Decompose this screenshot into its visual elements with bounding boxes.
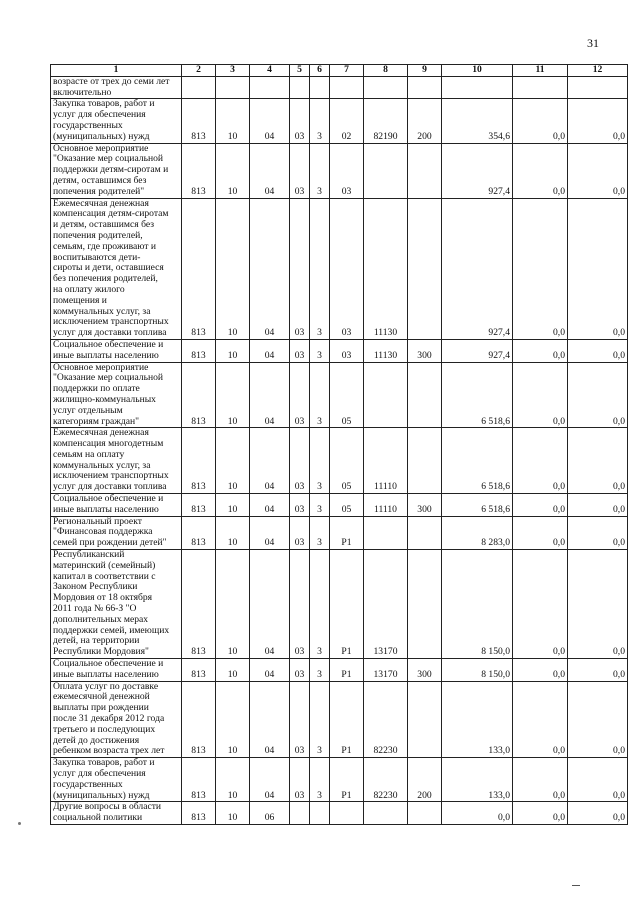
cell-col-6: 3	[310, 494, 330, 517]
row-description: Социальное обеспечение и иные выплаты населению	[51, 339, 182, 362]
cell-col-3	[216, 76, 250, 99]
cell-col-11: 0,0	[513, 758, 568, 802]
cell-col-6	[310, 802, 330, 825]
cell-col-2: 813	[182, 659, 216, 682]
cell-col-2: 813	[182, 681, 216, 758]
cell-col-4: 04	[250, 516, 290, 549]
table-row	[51, 681, 628, 758]
table-row	[51, 758, 628, 802]
cell-col-4: 04	[250, 99, 290, 143]
footer-mark	[572, 885, 580, 886]
cell-col-3: 10	[216, 681, 250, 758]
cell-col-11: 0,0	[513, 516, 568, 549]
cell-col-10: 8 150,0	[442, 550, 513, 659]
cell-col-2: 813	[182, 758, 216, 802]
cell-col-5: 03	[290, 659, 310, 682]
column-header: 9	[408, 65, 442, 77]
cell-col-7	[330, 76, 364, 99]
budget-table	[50, 64, 628, 825]
cell-col-2	[182, 76, 216, 99]
cell-col-10: 133,0	[442, 758, 513, 802]
cell-col-8	[364, 143, 408, 198]
cell-col-3: 10	[216, 802, 250, 825]
cell-col-2: 813	[182, 339, 216, 362]
cell-col-12: 0,0	[568, 802, 628, 825]
cell-col-3: 10	[216, 198, 250, 339]
cell-col-9	[408, 198, 442, 339]
cell-col-7	[330, 802, 364, 825]
cell-col-5	[290, 802, 310, 825]
cell-col-8: 11130	[364, 198, 408, 339]
cell-col-7: 03	[330, 198, 364, 339]
cell-col-8	[364, 516, 408, 549]
cell-col-9: 300	[408, 339, 442, 362]
table-row	[51, 550, 628, 659]
cell-col-6: 3	[310, 428, 330, 494]
cell-col-6: 3	[310, 362, 330, 428]
row-description: Региональный проект "Финансовая поддержка семей при рождении детей"	[51, 516, 182, 549]
cell-col-3: 10	[216, 659, 250, 682]
cell-col-7: 05	[330, 428, 364, 494]
cell-col-2: 813	[182, 516, 216, 549]
cell-col-7: P1	[330, 681, 364, 758]
cell-col-9: 200	[408, 99, 442, 143]
cell-col-11: 0,0	[513, 681, 568, 758]
cell-col-6	[310, 76, 330, 99]
cell-col-2: 813	[182, 143, 216, 198]
cell-col-12: 0,0	[568, 550, 628, 659]
row-description: Социальное обеспечение и иные выплаты населению	[51, 659, 182, 682]
cell-col-12: 0,0	[568, 99, 628, 143]
cell-col-4: 04	[250, 550, 290, 659]
cell-col-6: 3	[310, 550, 330, 659]
cell-col-6: 3	[310, 143, 330, 198]
cell-col-2: 813	[182, 494, 216, 517]
cell-col-7: 05	[330, 494, 364, 517]
cell-col-10	[442, 76, 513, 99]
cell-col-7: P1	[330, 550, 364, 659]
column-header: 5	[290, 65, 310, 77]
cell-col-5: 03	[290, 428, 310, 494]
cell-col-12: 0,0	[568, 198, 628, 339]
cell-col-4: 04	[250, 428, 290, 494]
cell-col-11: 0,0	[513, 802, 568, 825]
cell-col-9: 200	[408, 758, 442, 802]
cell-col-7: 03	[330, 339, 364, 362]
cell-col-12: 0,0	[568, 516, 628, 549]
cell-col-2: 813	[182, 362, 216, 428]
cell-col-6: 3	[310, 659, 330, 682]
cell-col-9	[408, 362, 442, 428]
table-row	[51, 516, 628, 549]
cell-col-3: 10	[216, 99, 250, 143]
cell-col-6: 3	[310, 681, 330, 758]
column-header: 7	[330, 65, 364, 77]
page-number: 31	[587, 36, 599, 50]
column-header: 3	[216, 65, 250, 77]
column-header: 6	[310, 65, 330, 77]
cell-col-8: 13170	[364, 550, 408, 659]
row-description: возрасте от трех до семи лет включительно	[51, 76, 182, 99]
row-description: Ежемесячная денежная компенсация многодетным семьям на оплату коммунальных услуг, за исключением транспортных услуг для доставки топлива	[51, 428, 182, 494]
table-row	[51, 143, 628, 198]
cell-col-12: 0,0	[568, 362, 628, 428]
cell-col-11	[513, 76, 568, 99]
cell-col-10: 133,0	[442, 681, 513, 758]
column-header: 1	[51, 65, 182, 77]
table-row	[51, 802, 628, 825]
column-header: 10	[442, 65, 513, 77]
cell-col-11: 0,0	[513, 99, 568, 143]
cell-col-12	[568, 76, 628, 99]
cell-col-11: 0,0	[513, 362, 568, 428]
cell-col-9	[408, 550, 442, 659]
cell-col-8: 11130	[364, 339, 408, 362]
cell-col-11: 0,0	[513, 428, 568, 494]
cell-col-6: 3	[310, 99, 330, 143]
cell-col-7: P1	[330, 516, 364, 549]
cell-col-7: 03	[330, 143, 364, 198]
cell-col-9	[408, 516, 442, 549]
cell-col-2: 813	[182, 428, 216, 494]
cell-col-10: 8 283,0	[442, 516, 513, 549]
cell-col-3: 10	[216, 550, 250, 659]
cell-col-8: 11110	[364, 428, 408, 494]
column-header: 12	[568, 65, 628, 77]
cell-col-10: 927,4	[442, 143, 513, 198]
cell-col-8	[364, 362, 408, 428]
cell-col-3: 10	[216, 516, 250, 549]
cell-col-9	[408, 428, 442, 494]
cell-col-7: P1	[330, 758, 364, 802]
cell-col-11: 0,0	[513, 198, 568, 339]
cell-col-6: 3	[310, 339, 330, 362]
cell-col-10: 0,0	[442, 802, 513, 825]
cell-col-4: 04	[250, 659, 290, 682]
cell-col-4: 04	[250, 143, 290, 198]
table-row	[51, 198, 628, 339]
cell-col-3: 10	[216, 362, 250, 428]
cell-col-5: 03	[290, 494, 310, 517]
table-row	[51, 428, 628, 494]
cell-col-8: 11110	[364, 494, 408, 517]
cell-col-12: 0,0	[568, 659, 628, 682]
margin-dot	[18, 822, 21, 825]
cell-col-7: 05	[330, 362, 364, 428]
cell-col-12: 0,0	[568, 681, 628, 758]
cell-col-8	[364, 802, 408, 825]
table-row	[51, 76, 628, 99]
cell-col-8	[364, 76, 408, 99]
cell-col-12: 0,0	[568, 339, 628, 362]
cell-col-5: 03	[290, 362, 310, 428]
cell-col-11: 0,0	[513, 339, 568, 362]
table-row	[51, 99, 628, 143]
cell-col-10: 927,4	[442, 339, 513, 362]
cell-col-10: 6 518,6	[442, 494, 513, 517]
row-description: Другие вопросы в области социальной политики	[51, 802, 182, 825]
cell-col-9	[408, 802, 442, 825]
table-row	[51, 659, 628, 682]
cell-col-10: 6 518,6	[442, 428, 513, 494]
row-description: Социальное обеспечение и иные выплаты населению	[51, 494, 182, 517]
cell-col-12: 0,0	[568, 494, 628, 517]
row-description: Закупка товаров, работ и услуг для обеспечения государственных (муниципальных) нужд	[51, 758, 182, 802]
cell-col-4	[250, 76, 290, 99]
column-header: 8	[364, 65, 408, 77]
row-description: Оплата услуг по доставке ежемесячной денежной выплаты при рождении после 31 декабря 2012 года третьего и последующих детей до достижения ребенком возраста трех лет	[51, 681, 182, 758]
cell-col-4: 04	[250, 362, 290, 428]
cell-col-12: 0,0	[568, 758, 628, 802]
cell-col-3: 10	[216, 494, 250, 517]
row-description: Закупка товаров, работ и услуг для обеспечения государственных (муниципальных) нужд	[51, 99, 182, 143]
cell-col-4: 04	[250, 198, 290, 339]
row-description: Республиканский материнский (семейный) капитал в соответствии с Законом Республики Мордовия от 18 октября 2011 года № 66-З "О дополнительных мерах поддержки семей, имеющих детей, на территории Республики Мордовия"	[51, 550, 182, 659]
cell-col-5: 03	[290, 681, 310, 758]
row-description: Ежемесячная денежная компенсация детям-сиротам и детям, оставшимся без попечения родителей, семьям, где проживают и воспитываются дети- сироты и дети, оставшиеся без попечения родителей, на оплату жилого помещения и коммунальных услуг, за исключением транспортных услуг для доставки топлива	[51, 198, 182, 339]
cell-col-5: 03	[290, 758, 310, 802]
cell-col-3: 10	[216, 339, 250, 362]
cell-col-5	[290, 76, 310, 99]
cell-col-4: 04	[250, 681, 290, 758]
cell-col-5: 03	[290, 99, 310, 143]
cell-col-3: 10	[216, 428, 250, 494]
cell-col-5: 03	[290, 198, 310, 339]
table-row	[51, 362, 628, 428]
cell-col-5: 03	[290, 143, 310, 198]
cell-col-11: 0,0	[513, 550, 568, 659]
cell-col-4: 04	[250, 339, 290, 362]
cell-col-12: 0,0	[568, 428, 628, 494]
cell-col-7: P1	[330, 659, 364, 682]
cell-col-8: 82230	[364, 758, 408, 802]
cell-col-11: 0,0	[513, 659, 568, 682]
cell-col-3: 10	[216, 758, 250, 802]
cell-col-2: 813	[182, 802, 216, 825]
cell-col-7: 02	[330, 99, 364, 143]
cell-col-9	[408, 681, 442, 758]
cell-col-5: 03	[290, 516, 310, 549]
cell-col-4: 06	[250, 802, 290, 825]
table-row	[51, 339, 628, 362]
cell-col-10: 6 518,6	[442, 362, 513, 428]
cell-col-2: 813	[182, 198, 216, 339]
cell-col-10: 8 150,0	[442, 659, 513, 682]
column-header: 11	[513, 65, 568, 77]
cell-col-4: 04	[250, 758, 290, 802]
cell-col-5: 03	[290, 550, 310, 659]
column-header: 2	[182, 65, 216, 77]
column-header: 4	[250, 65, 290, 77]
cell-col-6: 3	[310, 758, 330, 802]
row-description: Основное мероприятие "Оказание мер социальной поддержки по оплате жилищно-коммунальных услуг отдельным категориям граждан"	[51, 362, 182, 428]
cell-col-11: 0,0	[513, 143, 568, 198]
cell-col-3: 10	[216, 143, 250, 198]
cell-col-5: 03	[290, 339, 310, 362]
cell-col-8: 13170	[364, 659, 408, 682]
cell-col-6: 3	[310, 198, 330, 339]
cell-col-9: 300	[408, 494, 442, 517]
cell-col-9: 300	[408, 659, 442, 682]
cell-col-11: 0,0	[513, 494, 568, 517]
cell-col-10: 927,4	[442, 198, 513, 339]
cell-col-8: 82190	[364, 99, 408, 143]
cell-col-2: 813	[182, 99, 216, 143]
cell-col-2: 813	[182, 550, 216, 659]
cell-col-10: 354,6	[442, 99, 513, 143]
table-header-row	[51, 65, 628, 77]
table-row	[51, 494, 628, 517]
cell-col-8: 82230	[364, 681, 408, 758]
row-description: Основное мероприятие "Оказание мер социальной поддержки детям-сиротам и детям, оставшимся без попечения родителей"	[51, 143, 182, 198]
cell-col-9	[408, 143, 442, 198]
cell-col-9	[408, 76, 442, 99]
cell-col-6: 3	[310, 516, 330, 549]
cell-col-4: 04	[250, 494, 290, 517]
cell-col-12: 0,0	[568, 143, 628, 198]
